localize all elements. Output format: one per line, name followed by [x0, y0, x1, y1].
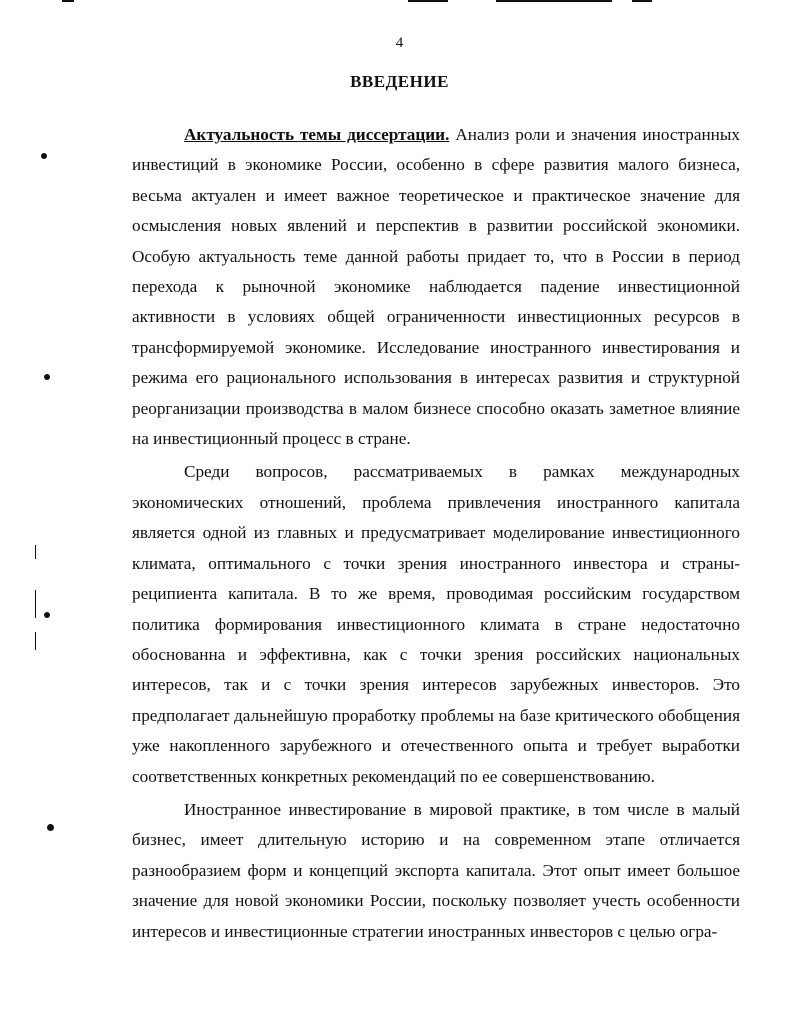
document-body: [132, 120, 740, 950]
relevance-paragraph-text: Анализ роли и значения иностранных инвестиций в экономике России, особенно в сфере развития малого бизнеса, весьма актуален и имеет важное теоретическое и практическое значение для осмысления новых явлений и перспектив в развитии российской экономики. Особую актуальность теме данной работы придает то, что в России в период перехода к рыночной экономике наблюдается падение инвестиционной активности в условиях общей ограниченности инвестиционных ресурсов в трансформируемой экономике. Исследование иностранного инвестирования и режима его рационального использования в интересах развития и структурной реорганизации производства в малом бизнесе способно оказать заметное влияние на инвестиционный процесс в стране.: [132, 125, 740, 449]
paragraph-foreign-investment-practice: Иностранное инвестирование в мировой практике, в том числе в малый бизнес, имеет длительную историю и на современном этапе отличается разнообразием форм и концепций экспорта капитала. Этот опыт имеет большое значение для новой экономики России, поскольку позволяет учесть особенности интересов и инвестиционные стратегии иностранных инвесторов с целью огра-: [132, 799, 740, 941]
scan-artifact-top-right-small: [632, 0, 652, 2]
scan-artifact-top-right: [496, 0, 612, 2]
margin-line-1: [35, 545, 36, 559]
relevance-topic-label: Актуальность темы диссертации.: [184, 125, 450, 144]
hole-punch-mark-4: [47, 824, 54, 831]
margin-line-3: [35, 632, 36, 650]
scan-artifact-top-mid: [408, 0, 448, 2]
page-number: 4: [395, 35, 404, 51]
hole-punch-mark-2: [44, 374, 50, 380]
margin-line-2: [35, 590, 36, 618]
paragraph-relevance: [132, 120, 740, 454]
paragraph-international-relations: Среди вопросов, рассматриваемых в рамках международных экономических отношений, проблема привлечения иностранного капитала является одной из главных и предусматривает моделирование инвестиционного климата, оптимального с точки зрения иностранного инвестора и страны-реципиента капитала. В то же время, проводимая российским государством политика формирования инвестиционного климата в стране недостаточно обоснованна и эффективна, как с точки зрения российских национальных интересов, так и с точки зрения интересов зарубежных инвесторов. Это предполагает дальнейшую проработку проблемы на базе критического обобщения уже накопленного зарубежного и отечественного опыта и требует выработки соответственных конкретных рекомендаций по ее совершенствованию.: [132, 462, 740, 786]
scan-artifact-top-left: [62, 0, 74, 2]
hole-punch-mark-1: [41, 153, 47, 159]
section-heading: ВВЕДЕНИЕ: [350, 72, 449, 91]
hole-punch-mark-3: [44, 612, 50, 618]
